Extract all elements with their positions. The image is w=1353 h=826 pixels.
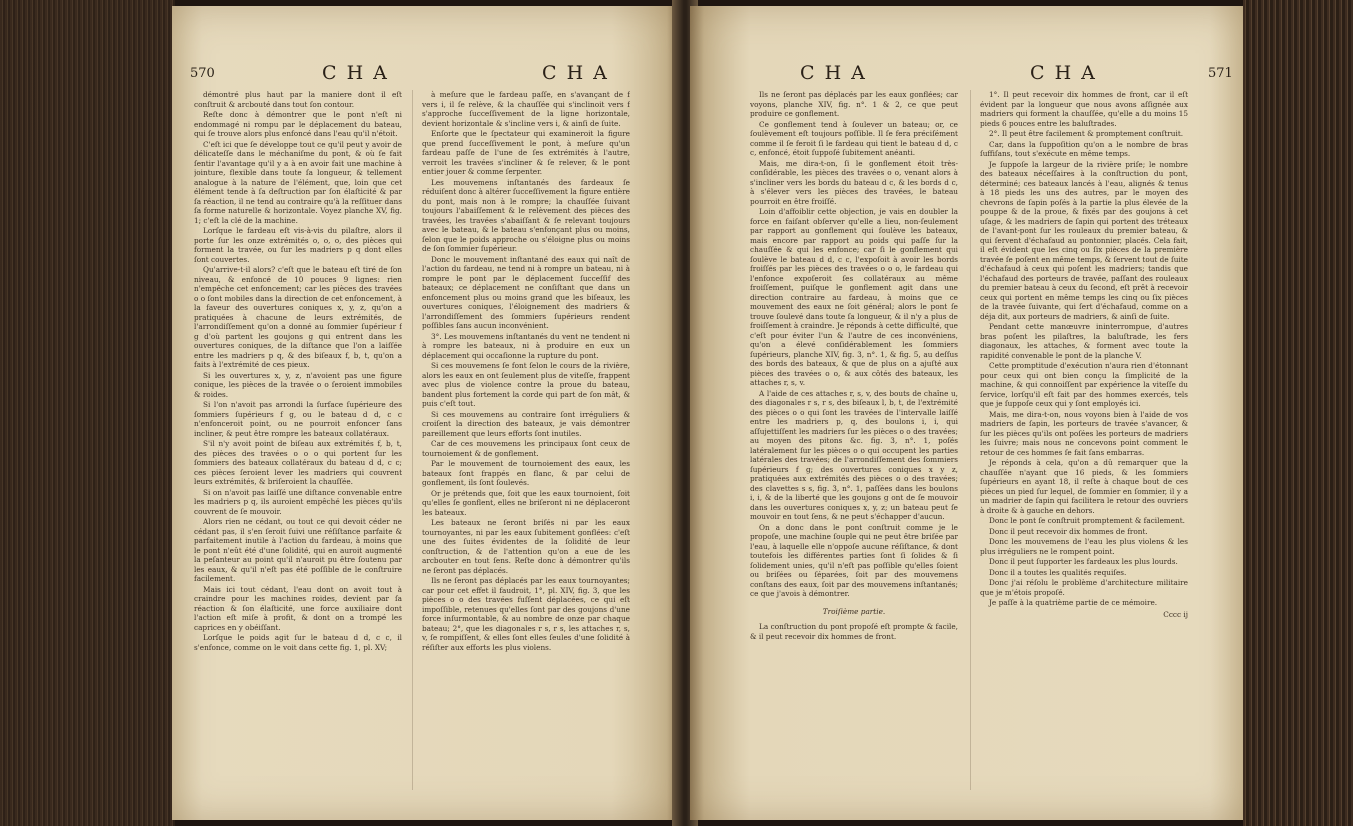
paragraph: Donc j'ai réſolu le problème d'architecture militaire que je m'étois propoſé. — [980, 578, 1188, 597]
right-page-header — [690, 62, 1243, 92]
running-head: C H A — [322, 62, 389, 84]
paragraph: Car, dans la ſuppoſition qu'on a le nombre de bras ſuffiſans, tout s'exécute en même temps. — [980, 139, 1188, 158]
page-number: 570 — [190, 66, 215, 81]
paragraph: Reſte donc à démontrer que le pont n'eſt ni endommagé ni rompu par le déplacement du bateau, qui ſe trouve alors plus enfoncé dans l'eau qu'il n'étoit. — [194, 110, 402, 138]
column-divider — [970, 90, 971, 790]
paragraph: Donc les mouvemens de l'eau les plus violens & les plus irréguliers ne le rompent point. — [980, 537, 1188, 556]
paragraph: Si ces mouvemens ſe font ſelon le cours de la rivière, alors les eaux en ont ſeulement plus de viteſſe, frappent avec plus de violence contre la proue du bateau, bandent plus fortement la corde qui part de ſon mât, & puis c'eſt tout. — [422, 361, 630, 408]
paragraph: démontré plus haut par la maniere dont il eſt conſtruit & arcbouté dans tout ſon contour. — [194, 90, 402, 109]
paragraph: Donc le mouvement inſtantané des eaux qui naît de l'action du fardeau, ne tend ni à rompre un bateau, ni à rompre le pont par le déplacement ſucceſſif des bateaux; ce déplacement ne conſiſtant que dans un enfoncement plus ou moins grand que les biſeaux, les ouvertures coniques, l'éloignement des madriers & l'arrondiſſement des ſommiers ſupérieurs rendent poſſibles ſans aucun inconvénient. — [422, 254, 630, 330]
right-page-column-2 — [980, 90, 1188, 790]
paragraph: C'eſt ici que ſe développe tout ce qu'il peut y avoir de délicateſſe dans le méchaniſme du pont, & où ſe fait ſentir l'avantage qu'il y a à en avoir fait une machine à jointure, flexible dans toute ſa longueur, & tellement analogue à la nature de l'élément, que, loin que cet élément tende à ſa deſtruction par ſon élaſticité & par ſa réaction, il ne tend au contraire qu'à la reſſituer dans ſa forme naturelle & horizontale. Voyez planche XV, fig. 1; c'eſt la clé de la machine. — [194, 139, 402, 225]
paragraph: Je ſuppoſe la largeur de la rivière priſe; le nombre des bateaux néceſſaires à la conſtruction du pont, déterminé; ces bateaux lancés à l'eau, alignés & tenus à 18 pieds les uns des autres, par le moyen des chevrons de ſapin poſés à la partie la plus élevée de la pouppe & de la proue, & fixés par des goujons à cet uſage, & les madriers de ſapin qui portent des tréteaux de l'avant-pont ſur les rouleaux du premier bateau, & qui ſervent d'échafaud au pontonnier, placés. Cela fait, il eſt évident que les cinq ou ſix pièces de la première travée ſe poſent en même temps, & ſervent tout de ſuite d'échafaud à ceux qui poſent les madriers; tandis que l'échafaud des porteurs de travée, paſſant des rouleaux du premier bateau à ceux du ſecond, eſt prêt à recevoir ceux qui portent en même temps les cinq ou ſix pièces de la travée ſuivante, qui ſert d'échafaud, comme on a déja dit, aux porteurs de madriers, & ainſi de ſuite. — [980, 159, 1188, 321]
column-divider — [412, 90, 413, 790]
paragraph: Enſorte que le ſpectateur qui examineroit la figure que prend ſucceſſivement le pont, à meſure qu'un fardeau paſſe de l'une de ſes extrémités à l'autre, verroit les travées s'incliner & ſe relever, & le pont entier jouer & comme ſerpenter. — [422, 129, 630, 176]
paragraph: 2°. Il peut être facilement & promptement conſtruit. — [989, 129, 1184, 138]
paragraph: Si on n'avoit pas laiſſé une diſtance convenable entre les madriers p q, ils auroient empêché les pièces qu'ils couvrent de ſe mouvoir. — [194, 487, 402, 516]
right-page-column-1 — [750, 90, 958, 790]
paragraph: Alors rien ne cédant, ou tout ce qui devoit céder ne cédant pas, il s'en ſeroit ſuivi une réſiſtance parfaite & parfaitement inutile à l'action du fardeau, à moins que le pont n'eût été d'une ſolidité, qui en auroit augmenté la peſanteur au point qu'il n'auroit pu être ſoutenu par les eaux, & qu'il n'eſt pas été poſſible de le conſtruire facilement. — [194, 517, 402, 583]
paragraph: Lorſque le poids agit ſur le bateau d d, c c, il s'enfonce, comme on le voit dans cette fig. 1, pl. XV; — [194, 633, 402, 652]
paragraph: A l'aide de ces attaches r, s, v, des bouts de chaîne u, des diagonales r s, r s, des biſeaux l, b, t, de l'extrémité des pièces o o qui ſont les travées de l'intervalle laiſſé entre les madriers p, q, des boulons i, i, qui aſſujettiſſent les madriers ſur les pièces o o des travées; au moyen des pitons &c. fig. 3, n°. 1, poſés latéralement ſur les pièces o o qui occupent les parties latérales des travées; de l'arrondiſſement des ſommiers ſupérieurs f g; des ouvertures coniques x y z, pratiquées aux extrémités des pièces o o des travées; des clavettes s s, fig. 3, n°. 1, paſſées dans les boulons i, i, & de la liberté que les goujons g ont de ſe mouvoir dans les ouvertures coniques x, y, z; un bateau peut ſe mouvoir en tout ſens, & ne peut s'échapper d'aucun. — [750, 388, 958, 521]
paragraph: Mais ici tout cédant, l'eau dont on avoit tout à craindre pour les machines roides, devient par ſa réaction & ſon élaſticité, une force auxiliaire dont l'action eſt miſe à profit, & dont on a trompé les caprices en y obéiſſant. — [194, 584, 402, 632]
paragraph: Mais, me dira-t-on, ſi le gonflement étoit très-conſidérable, les pièces des travées o o, venant alors à s'incliner vers les bords du bateau d c, & les bords d c, à s'élever vers les pièces des travées, le bateau pourroit en être froiſſé. — [750, 158, 958, 206]
paragraph: S'il n'y avoit point de biſeau aux extrémités f, b, t, des pièces des travées o o o qui portent ſur les ſommiers des bateaux collatéraux du bateau d d, c c; ces pièces ſeroient lever les madriers qui couvrent leurs extrémités, & briſeroient la chauſſée. — [194, 439, 402, 486]
paragraph: Donc il peut recevoir dix hommes de front. — [989, 526, 1148, 536]
running-head: C H A — [800, 62, 867, 84]
left-page-header — [172, 62, 678, 92]
paragraph: Si l'on n'avoit pas arrondi la ſurface ſupérieure des ſommiers ſupérieurs f g, ou le bateau d d, c c n'enfonceroit point, ou ne pourroit enfoncer ſans incliner, & peut être rompre les bateaux collatéraux. — [194, 400, 402, 438]
paragraph: On a donc dans le pont conſtruit comme je le propoſe, une machine ſouple qui ne peut être briſée par l'eau, à laquelle elle n'oppoſe aucune réſiſtance, & dont toutefois les différentes parties ſont ſi ſolides & ſi ſolidement unies, qu'il n'eſt pas poſſible qu'elles ſoient ou briſées ou ſéparées, ſoit par des mouvemens conſtans des eaux, ſoit par des mouvemens inſtantanés; ce que j'avois à démontrer. — [750, 522, 958, 598]
paragraph: Je paſſe à la quatrième partie de ce mémoire. — [989, 598, 1158, 607]
signature-mark: Cccc ij — [1163, 609, 1188, 619]
paragraph: 3°. Les mouvemens inſtantanés du vent ne tendent ni à rompre les bateaux, ni à produire en eux un déplacement qui occaſionne la rupture du pont. — [422, 331, 630, 360]
running-head: C H A — [1030, 62, 1097, 84]
paragraph: Loin d'affoiblir cette objection, je vais en doubler la force en faiſant obſerver qu'elle a lieu, non-ſeulement par rapport au gonflement qui ſoulève les bateaux, mais encore par rapport au poids qui paſſe ſur la chauſſée & qui les enfonce; car ſi le gonflement qui ſoulève le bateau d d, c c, l'expoſoit à avoir les bords froiſſés par les pièces des travées o o o, le fardeau qui l'enfonce expoſeroit ſes collatéraux au même froiſſement, puiſque le gonflement agit dans une direction contraire au fardeau, à moins que ce mouvement des eaux ne ſoit général; alors le pont ſe trouve ſoulevé dans toute ſa longueur, & il n'y a plus de froiſſement à craindre. Je réponds à cette difficulté, que c'eſt pour éviter l'un & l'autre de ces inconvéniens, qu'on a élevé conſidérablement les ſommiers ſupérieurs, planche XIV, fig. 3, n°. 1, & fig. 5, au deſſus des bords des bateaux, & que de plus on a ajuſté aux pièces des travées o o, & aux côtés des bateaux, les attaches r, s, v. — [750, 207, 958, 387]
paragraph: La conſtruction du pont propoſé eſt prompte & facile, & il peut recevoir dix hommes de front. — [750, 622, 958, 641]
paragraph: Car de ces mouvemens les principaux ſont ceux de tournoiement & de gonflement. — [422, 439, 630, 458]
paragraph: 1°. Il peut recevoir dix hommes de front, car il eſt évident par la longueur que nous avons aſſignée aux madriers qui forment la chauſſée, qu'elle a du moins 15 pieds 6 pouces entre les baluſtrades. — [980, 90, 1188, 128]
right-page-edges — [1243, 0, 1353, 826]
left-page-column-2 — [422, 90, 630, 790]
paragraph: Or je prétends que, ſoit que les eaux tournoient, ſoit qu'elles ſe gonflent, elles ne briſeront ni ne déplaceront les bateaux. — [422, 488, 630, 517]
paragraph: Les bateaux ne ſeront briſés ni par les eaux tournoyantes, ni par les eaux ſubitement gonflées: c'eſt une des ſuites évidentes de la ſolidité de leur conſtruction, & de l'attention qu'on a eue de les arcbouter en tout ſens. Reſte donc à démontrer qu'ils ne ſeront pas déplacés. — [422, 518, 630, 575]
paragraph: Je réponds à cela, qu'on a dû remarquer que la chauſſée n'ayant que 16 pieds, & les ſommiers ſupérieurs en ayant 18, il reſte à chaque bout de ces pièces un pied ſur lequel, de ſommier en ſommier, il y a un madrier de ſapin qui facilitera le retour des ouvriers à droite & à gauche en dehors. — [980, 458, 1188, 515]
paragraph: Mais, me dira-t-on, nous voyons bien à l'aide de vos madriers de ſapin, les porteurs de travée s'avancer, & ſur les pièces qu'ils ont poſées les porteurs de madriers les ſuivre; mais nous ne concevons point comment le retour de ces hommes ſe fait ſans embarras. — [980, 409, 1188, 457]
paragraph: Donc il a toutes les qualités requiſes. — [989, 567, 1127, 577]
paragraph: Si ces mouvemens au contraire ſont irréguliers & croiſent la direction des bateaux, je vais démontrer pareillement que leurs efforts ſont inutiles. — [422, 409, 630, 438]
paragraph: Ils ne ſeront pas déplacés par les eaux tournoyantes; car pour cet effet il faudroit, 1°, pl. XIV, fig. 3, que les pièces o o des travées fuſſent déplacées, ce qui eſt impoſſible, retenues qu'elles ſont par des goujons d'une force inſurmontable, & au nombre de onze par chaque bateau; 2°, que les diagonales r s, r s, les attaches r, s, v, ſe rompiſſent, & elles ſont elles ſeules d'une ſolidité à réſiſter aux efforts les plus violens. — [422, 576, 630, 652]
right-page — [690, 6, 1243, 820]
paragraph: Qu'arrive-t-il alors? c'eſt que le bateau eſt tiré de ſon niveau, & enfoncé de 10 pouces 9 lignes: rien n'empêche cet enfoncement; car les pièces des travées o o ſont mobiles dans la direction de cet enfoncement, à la faveur des ouvertures coniques x, y, z, qu'on a pratiquées à chacune de leurs extrémités, de l'arrondiſſement qu'on a donné au ſommier ſupérieur f g d'où partent les goujons g qui entrent dans les ouvertures coniques, de la diſtance que l'on a laiſſée entre les madriers p q, & des biſeaux f, b, t, qu'on a faits à l'extrémité de ces pieux. — [194, 265, 402, 369]
paragraph: à meſure que le fardeau paſſe, en s'avançant de f vers i, il ſe relève, & la chauſſée qui s'inclinoit vers f s'approche ſucceſſivement de la ligne horizontale, devient horizontale & s'incline vers i, & ainſi de ſuite. — [422, 90, 630, 128]
paragraph: Si les ouvertures x, y, z, n'avoient pas une figure conique, les pièces de la travée o o ſeroient immobiles & roides. — [194, 370, 402, 399]
paragraph: Donc le pont ſe conſtruit promptement & facilement. — [989, 516, 1185, 525]
paragraph: Pendant cette manœuvre ininterrompue, d'autres bras poſent les pilaſtres, la baluſtrade, les fers diagonaux, les attaches, & forment avec toute la rapidité convenable le pont de la planche V. — [980, 322, 1188, 360]
paragraph: Par le mouvement de tournoiement des eaux, les bateaux ſont frappés en flanc, & par celui de gonflement, ils ſont ſoulevés. — [422, 459, 630, 487]
page-number: 571 — [1208, 66, 1233, 81]
running-head: C H A — [542, 62, 609, 84]
left-page-column-1 — [194, 90, 402, 790]
section-title: Troiſième partie. — [822, 606, 886, 616]
paragraph: Ce gonflement tend à ſoulever un bateau; or, ce ſoulèvement eſt toujours poſſible. Il ſe fera préciſément comme il ſe feroit ſi le fardeau qui tient le bateau d d, c c, enfoncé, étoit ſuppoſé ſubitement anéanti. — [750, 119, 958, 157]
left-page-edges — [0, 0, 175, 826]
left-page — [172, 6, 678, 820]
paragraph: Les mouvemens inſtantanés des fardeaux ſe réduiſent donc à altérer ſucceſſivement la figure entière du pont, mais non à le rompre; la chauſſée ſuivant toujours l'abaiſſement & le relèvement des pièces des travées, les travées s'abaiſſant & ſe relevant toujours avec le bateau, & le bateau s'enfonçant plus ou moins, ſelon que le poids approche ou s'éloigne plus ou moins de ſon ſommier ſupérieur. — [422, 177, 630, 253]
paragraph: Donc il peut ſupporter les fardeaux les plus lourds. — [989, 557, 1178, 566]
paragraph: Lorſque le fardeau eſt vis-à-vis du pilaſtre, alors il porte ſur les onze extrémités o, o, o, des pièces qui forment la travée, ou ſur les madriers p q dont elles ſont couvertes. — [194, 226, 402, 264]
paragraph: Ils ne ſeront pas déplacés par les eaux gonflées; car voyons, planche XIV, fig. n°. 1 & 2, ce que peut produire ce gonflement. — [750, 90, 958, 118]
paragraph: Cette promptitude d'exécution n'aura rien d'étonnant pour ceux qui ont bien conçu la ſimplicité de la machine, & qui connoiſſent par expérience la viteſſe du ſervice, lorſqu'il eſt fait par des hommes exercés, tels que je ſuppoſe ceux qui y ſont employés ici. — [980, 361, 1188, 408]
